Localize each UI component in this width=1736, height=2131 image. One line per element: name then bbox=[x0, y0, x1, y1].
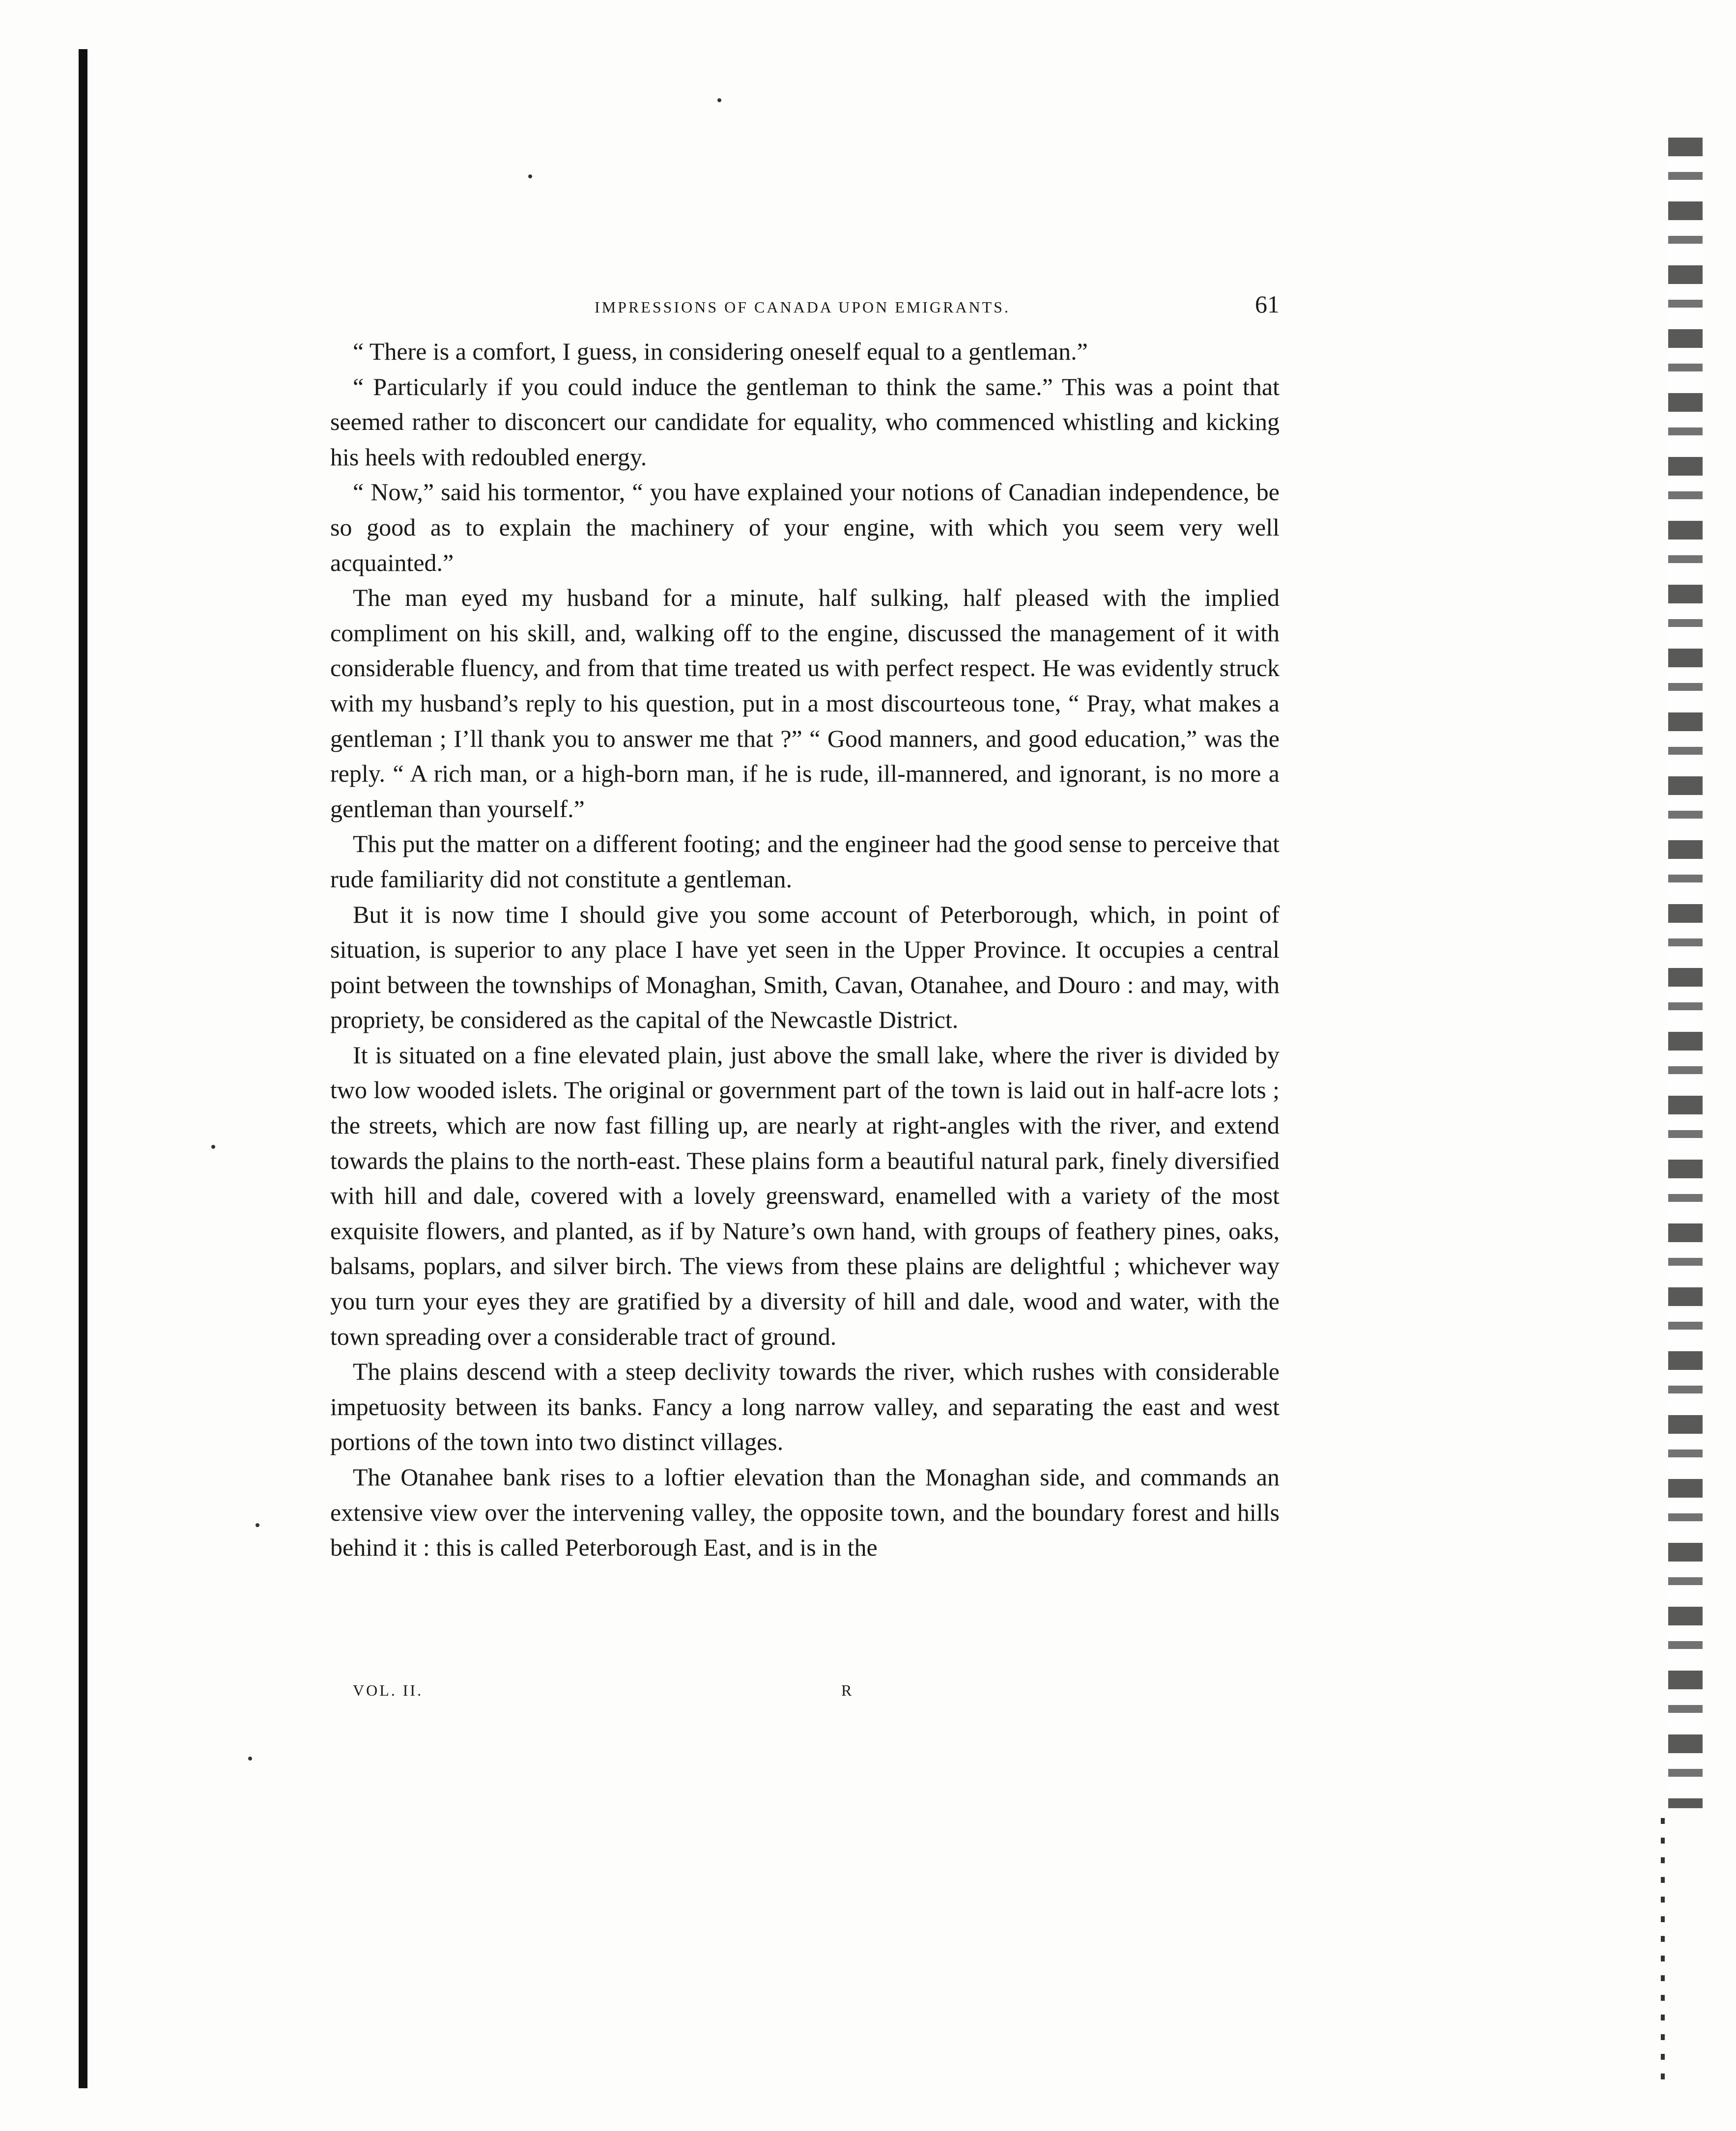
scan-speck bbox=[717, 98, 721, 102]
paragraph: “ There is a comfort, I guess, in considering oneself equal to a gentleman.” bbox=[353, 338, 1088, 365]
paragraph: The man eyed my husband for a minute, half sulking, half pleased with the implied compliment on his skill, and, walking off to the engine, discussed the management of it with considerable fluency, and from that time treated us with perfect respect. He was evidently struck with my husband’s reply to his question, put in a most discourteous tone, “ Pray, what makes a gentleman ; I’ll thank you to answer me that ?” “ Good manners, and good education,” was the reply. “ A rich man, or a high-born man, if he is rude, ill-mannered, and ignorant, is no more a gentleman than yourself.” bbox=[330, 584, 1280, 823]
text-block bbox=[330, 290, 1280, 1699]
signature-mark: R bbox=[841, 1681, 852, 1699]
volume-label: VOL. II. bbox=[353, 1681, 424, 1699]
paragraph: This put the matter on a different footing; and the engineer had the good sense to perceive that rude familiarity did not constitute a gentleman. bbox=[330, 830, 1280, 893]
paragraph: The Otanahee bank rises to a loftier elevation than the Monaghan side, and commands an extensive view over the intervening valley, the opposite town, and the boundary forest and hills behind it : this is called Peterborough East, and is in the bbox=[330, 1463, 1280, 1562]
paragraph: The plains descend with a steep declivity towards the river, which rushes with considerable impetuosity between its banks. Fancy a long narrow valley, and separating the east and west portions of the town into two distinct villages. bbox=[330, 1358, 1280, 1456]
paragraph: But it is now time I should give you some account of Peterborough, which, in point of situation, is superior to any place I have yet seen in the Upper Province. It occupies a central point between the townships of Monaghan, Smith, Cavan, Otanahee, and Douro : and may, with propriety, be considered as the capital of the Newcastle District. bbox=[330, 900, 1280, 1034]
binding-edge-right-ticks bbox=[1661, 1818, 1665, 2093]
paragraph: “ Now,” said his tormentor, “ you have explained your notions of Canadian independence, be so good as to explain the machinery of your engine, with which you seem very well acquainted.” bbox=[330, 478, 1280, 576]
running-head bbox=[330, 290, 1280, 334]
page-footer bbox=[330, 1681, 1280, 1711]
scan-speck bbox=[256, 1523, 259, 1527]
scan-speck bbox=[211, 1145, 215, 1149]
running-title: IMPRESSIONS OF CANADA UPON EMIGRANTS. bbox=[595, 298, 1010, 316]
page-number: 61 bbox=[1255, 290, 1280, 318]
scan-speck bbox=[528, 174, 532, 178]
paragraph: It is situated on a fine elevated plain, just above the small lake, where the river is divided by two low wooded islets. The original or government part of the town is laid out in half-acre lots ; the streets, which are now fast filling up, are nearly at right-angles with the river, and extend towards the plains to the north-east. These plains form a beautiful natural park, finely diversified with hill and dale, covered with a lovely greensward, enamelled with a variety of the most exquisite flowers, and planted, as if by Nature’s own hand, with groups of feathery pines, oaks, balsams, poplars, and silver birch. The views from these plains are delightful ; whichever way you turn your eyes they are gratified by a diversity of hill and dale, wood and water, with the town spreading over a considerable tract of ground. bbox=[330, 1041, 1280, 1350]
binding-edge-right bbox=[1668, 138, 1703, 1808]
binding-edge-left bbox=[79, 49, 87, 2088]
paragraph: “ Particularly if you could induce the gentleman to think the same.” This was a point that seemed rather to disconcert our candidate for equality, who commenced whistling and kicking his heels with redoubled energy. bbox=[330, 372, 1280, 471]
scan-speck bbox=[248, 1757, 252, 1761]
